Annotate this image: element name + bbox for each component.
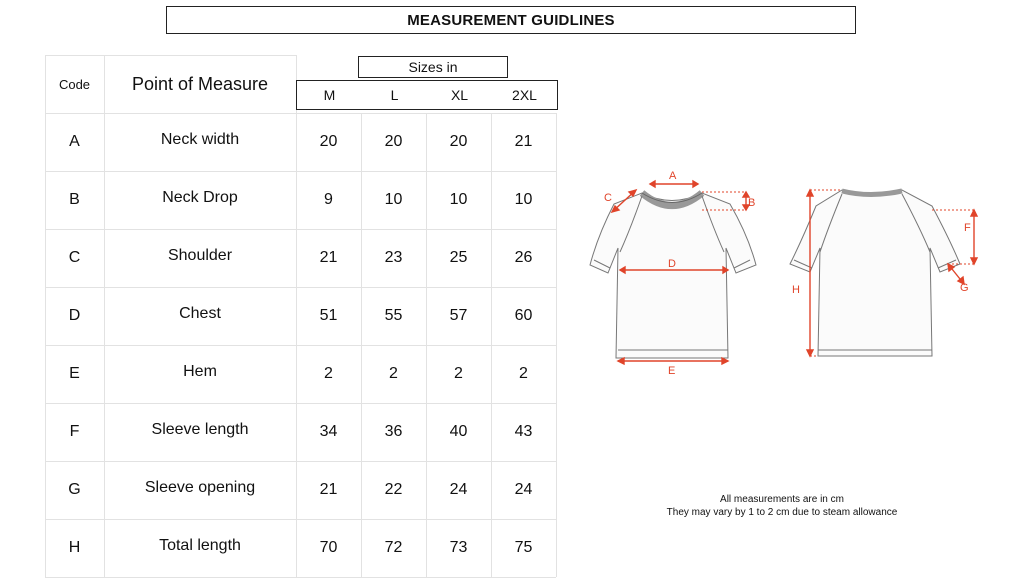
row-value-xl: 25: [449, 249, 468, 266]
back-tshirt: [790, 190, 960, 356]
row-value-l: 36: [384, 423, 403, 440]
label-g: G: [960, 282, 969, 294]
row-code: G: [68, 481, 81, 498]
measurement-note: [620, 493, 944, 519]
row-code: D: [68, 307, 81, 324]
size-header-m: M: [323, 87, 336, 103]
note-line-1: All measurements are in cm: [720, 494, 844, 505]
row-value-xl: 10: [449, 191, 468, 208]
row-value-l: 20: [384, 133, 403, 150]
row-point-of-measure: Neck Drop: [162, 189, 238, 206]
row-value-l: 55: [384, 307, 403, 324]
row-value-m: 21: [319, 249, 338, 266]
row-point-of-measure: Hem: [183, 363, 217, 380]
row-value-l: 22: [384, 481, 403, 498]
point-of-measure-header: Point of Measure: [131, 73, 269, 94]
label-e: E: [668, 365, 676, 377]
row-point-of-measure: Neck width: [160, 131, 240, 148]
row-value-xl: 20: [449, 133, 468, 150]
label-a: A: [669, 170, 677, 182]
row-value-l: 72: [384, 539, 403, 556]
row-value-2xl: 75: [514, 539, 533, 556]
tshirt-diagram: [580, 160, 1000, 390]
label-f: F: [964, 222, 971, 234]
size-header-2xl: 2XL: [512, 87, 537, 103]
row-value-m: 21: [319, 481, 338, 498]
row-point-of-measure: Sleeve opening: [144, 479, 256, 496]
code-header: Code: [58, 76, 91, 92]
row-value-2xl: 21: [514, 133, 533, 150]
row-value-xl: 2: [454, 365, 463, 382]
row-value-m: 70: [319, 539, 338, 556]
label-h: H: [792, 284, 800, 296]
row-value-m: 34: [319, 423, 338, 440]
table-column-divider: [556, 113, 557, 577]
row-code: E: [69, 365, 80, 382]
row-value-2xl: 24: [514, 481, 533, 498]
row-code: H: [68, 539, 81, 556]
row-code: F: [69, 423, 80, 440]
size-header-row: [296, 80, 558, 110]
row-point-of-measure: Shoulder: [167, 247, 233, 264]
row-value-m: 20: [319, 133, 338, 150]
front-tshirt: [590, 193, 756, 358]
row-value-l: 23: [384, 249, 403, 266]
sizes-in-label: Sizes in: [358, 56, 508, 78]
row-value-l: 2: [389, 365, 398, 382]
note-line-2: They may vary by 1 to 2 cm due to steam allowance: [666, 507, 898, 518]
row-point-of-measure: Chest: [179, 305, 221, 322]
size-header-xl: XL: [450, 87, 469, 103]
row-value-l: 10: [384, 191, 403, 208]
row-value-m: 2: [324, 365, 333, 382]
row-point-of-measure: Sleeve length: [151, 421, 249, 438]
row-value-2xl: 43: [514, 423, 533, 440]
row-value-2xl: 10: [514, 191, 533, 208]
row-value-m: 9: [324, 191, 333, 208]
row-code: C: [68, 249, 81, 266]
label-b: B: [748, 197, 756, 209]
row-value-m: 51: [319, 307, 338, 324]
label-c: C: [604, 192, 612, 204]
row-point-of-measure: Total length: [159, 537, 241, 554]
row-value-xl: 57: [449, 307, 468, 324]
row-value-xl: 73: [449, 539, 468, 556]
row-value-2xl: 60: [514, 307, 533, 324]
row-code: A: [69, 133, 80, 150]
row-code: B: [69, 191, 80, 208]
row-value-xl: 40: [449, 423, 468, 440]
label-d: D: [668, 258, 676, 270]
size-header-l: L: [390, 87, 399, 103]
row-value-xl: 24: [449, 481, 468, 498]
row-value-2xl: 26: [514, 249, 533, 266]
row-value-2xl: 2: [519, 365, 528, 382]
page-title: MEASUREMENT GUIDLINES: [166, 6, 856, 34]
